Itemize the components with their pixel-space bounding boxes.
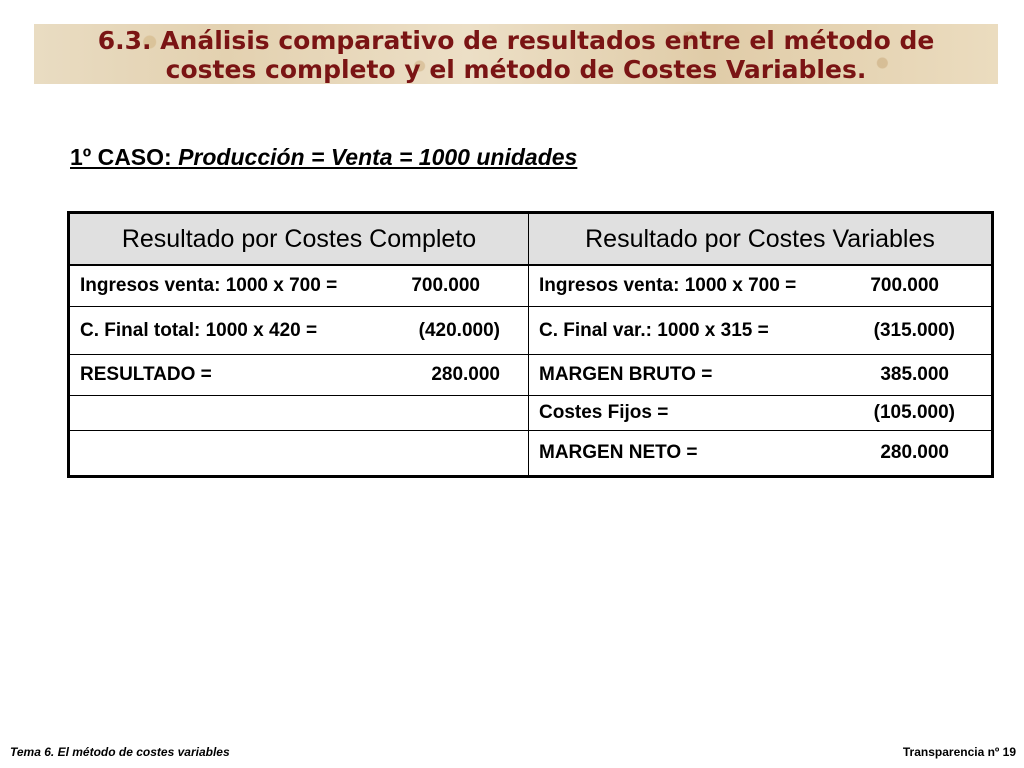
table-row <box>69 307 993 355</box>
header-costes-completo: Resultado por Costes Completo <box>69 213 529 266</box>
cell-variables-margen-neto <box>529 431 993 477</box>
row-value: (315.000) <box>873 319 955 341</box>
case-heading <box>70 144 577 171</box>
cell-completo-empty-2 <box>69 431 529 477</box>
cell-completo-ingresos <box>69 265 529 307</box>
table-row <box>69 355 993 396</box>
header-costes-variables: Resultado por Costes Variables <box>529 213 993 266</box>
slide-title-line-1: 6.3. Análisis comparativo de resultados entre el método de <box>97 26 935 55</box>
row-value: 385.000 <box>880 364 949 385</box>
case-detail: Producción = Venta = 1000 unidades <box>178 144 578 170</box>
table-header-row <box>69 213 993 266</box>
case-label: 1º CASO: <box>70 144 179 170</box>
slide-title <box>34 26 998 84</box>
row-value: (420.000) <box>418 319 500 341</box>
row-label: C. Final var.: 1000 x 315 = <box>539 319 769 341</box>
title-banner <box>34 24 998 84</box>
slide-title-line-2: costes completo y el método de Costes Variables. <box>165 55 867 84</box>
row-value: 280.000 <box>431 364 500 385</box>
row-value: 700.000 <box>411 275 480 296</box>
row-label: Costes Fijos = <box>539 402 669 423</box>
cell-variables-margen-bruto <box>529 355 993 396</box>
row-label: MARGEN BRUTO = <box>539 364 713 385</box>
cell-variables-ingresos <box>529 265 993 307</box>
cell-completo-resultado <box>69 355 529 396</box>
row-label: MARGEN NETO = <box>539 442 698 463</box>
footer-slide-number: Transparencia nº 19 <box>902 745 1016 759</box>
table-row <box>69 431 993 477</box>
row-value: 700.000 <box>870 275 939 296</box>
row-label: C. Final total: 1000 x 420 = <box>80 319 318 341</box>
row-value: 280.000 <box>880 442 949 463</box>
cell-variables-coste-final <box>529 307 993 355</box>
row-label: Ingresos venta: 1000 x 700 = <box>80 275 338 296</box>
cell-variables-costes-fijos <box>529 396 993 431</box>
row-label: Ingresos venta: 1000 x 700 = <box>539 275 797 296</box>
row-value: (105.000) <box>873 402 955 423</box>
footer-topic: Tema 6. El método de costes variables <box>10 745 230 759</box>
table-row <box>69 396 993 431</box>
row-label: RESULTADO = <box>80 364 212 385</box>
results-comparison-table <box>67 211 994 478</box>
cell-completo-empty-1 <box>69 396 529 431</box>
table-row <box>69 265 993 307</box>
cell-completo-coste-final <box>69 307 529 355</box>
